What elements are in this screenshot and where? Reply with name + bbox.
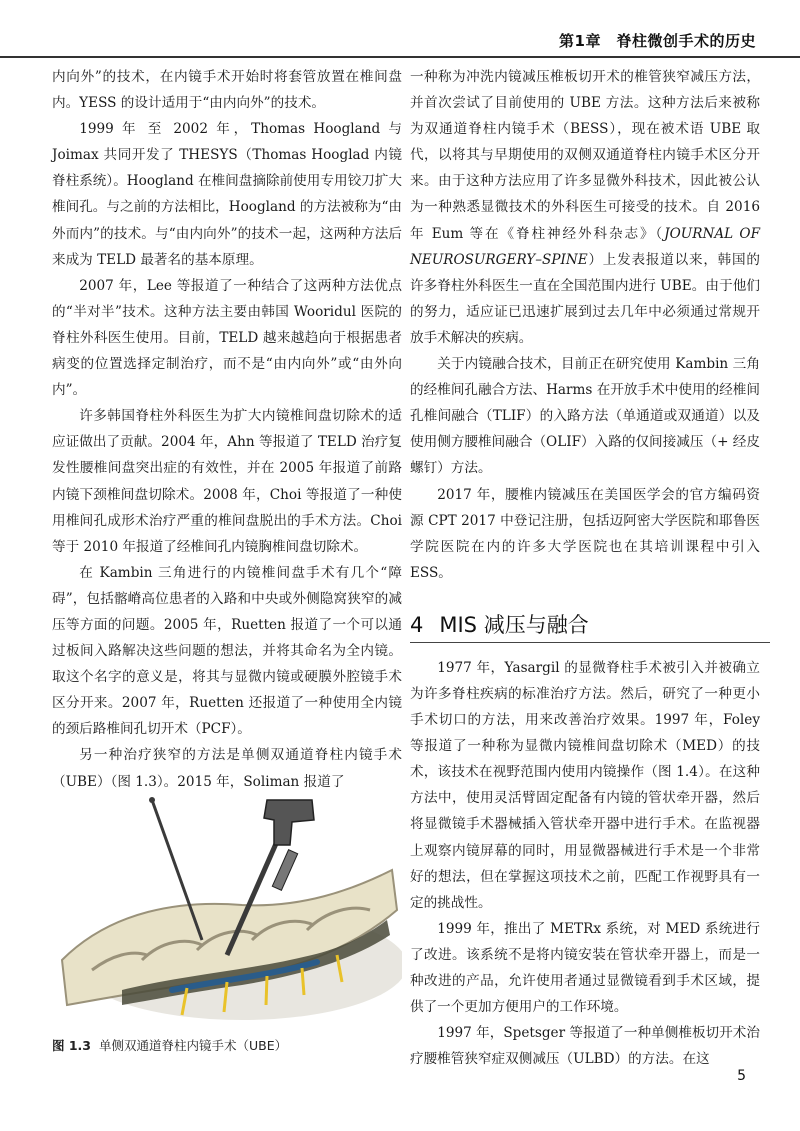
- figure-caption-text: 单侧双通道脊柱内镜手术（UBE）: [99, 1038, 288, 1053]
- paragraph: 许多韩国脊柱外科医生为扩大内镜椎间盘切除术的适应证做出了贡献。2004 年，Ahn 等报道了 TELD 治疗复发性腰椎间盘突出症的有效性，并在 2005 年报道了前路内镜下颈椎间盘切除术。2008 年，Choi 等报道了一种使用椎间孔成形术治疗严重的椎间盘脱出的手术方法。Choi 等于 2010 年报道了经椎间孔内镜胸椎间盘切除术。: [52, 408, 402, 555]
- section-title: MIS 减压与融合: [439, 612, 589, 637]
- left-column: [52, 64, 402, 795]
- paragraph: 1999 年，推出了 METRx 系统，对 MED 系统进行了改进。该系统不是将内镜安装在管状牵开器上，而是一种改进的产品，允许使用者通过显微镜看到手术区域，提供了一个更加方便用户的工作环境。: [410, 920, 760, 1016]
- paragraph: 2007 年，Lee 等报道了一种结合了这两种方法优点的“半对半”技术。这种方法主要由韩国 Wooridul 医院的脊柱外科医生使用。目前，TELD 越来越趋向于根据患者病变的位置选择定制治疗，而不是“由内向外”或“由外向内”。: [52, 277, 402, 399]
- paragraph: 1997 年，Spetsger 等报道了一种单侧椎板切开术治疗腰椎管狭窄症双侧减压（ULBD）的方法。在这: [410, 1025, 760, 1068]
- paragraph: 1977 年，Yasargil 的显微脊柱手术被引入并被确立为许多脊柱疾病的标准治疗方法。然后，研究了一种更小手术切口的方法，用来改善治疗效果。1997 年，Foley 等报道了一种称为显微内镜椎间盘切除术（MED）的技术，该技术在视野范围内使用内镜操作（图 1.4）。在这种方法中，使用灵活臂固定配备有内镜的管状牵开器，然后将显微镜手术器械插入管状牵开器中进行手术。在监视器上观察内镜屏幕的同时，用显微器械进行手术是一个非常好的想法，但在掌握这项技术之前，匹配工作视野具有一定的挑战性。: [410, 659, 760, 911]
- paragraph: 内向外”的技术，在内镜手术开始时将套管放置在椎间盘内。YESS 的设计适用于“由内向外”的技术。: [52, 69, 402, 112]
- paragraph: 在 Kambin 三角进行的内镜椎间盘手术有几个“障碍”，包括髂嵴高位患者的入路和中央或外侧隐窝狭窄的减压等方面的问题。2005 年，Ruetten 报道了一个可以通过板间入路解决这些问题的想法，并将其命名为全内镜。取这个名字的意义是，将其与显微内镜或硬膜外腔镜手术区分开来。2007 年，Ruetten 还报道了一种使用全内镜的颈后路椎间孔切开术（PCF）。: [52, 564, 402, 738]
- figure-ube-illustration: [52, 790, 402, 1030]
- section-number: 4: [410, 612, 424, 637]
- paragraph: 关于内镜融合技术，目前正在研究使用 Kambin 三角的经椎间孔融合方法、Harms 在开放手术中使用的经椎间孔椎间融合（TLIF）的入路方法（单通道或双通道）以及使用侧方腰椎间融合（OLIF）入路的仅间接减压（+ 经皮螺钉）方法。: [410, 356, 760, 477]
- figure-label: 图 1.3: [52, 1038, 91, 1053]
- header-rule: [0, 56, 800, 58]
- page-header: [0, 0, 800, 56]
- paragraph: 2017 年，腰椎内镜减压在美国医学会的官方编码资源 CPT 2017 中登记注册，包括迈阿密大学医院和耶鲁医学院医院在内的许多大学医院也在其培训课程中引入 ESS。: [410, 486, 760, 581]
- paragraph: 1999 年 至 2002 年，Thomas Hoogland 与 Joimax 共同开发了 THESYS（Thomas Hooglad 内镜脊柱系统）。Hoogland 在椎间盘摘除前使用专用铰刀扩大椎间孔。与之前的方法相比，Hoogland 的方法被称为“由外而内”的技术。与“由内向外”的技术一起，这两种方法后来成为 TELD 最著名的基本原理。: [52, 121, 402, 268]
- ube-illustration: [52, 790, 402, 1030]
- paragraph: [410, 64, 760, 351]
- right-column: [410, 64, 760, 1072]
- journal-name: JOURNAL OF NEUROSURGERY–SPINE: [410, 225, 760, 268]
- chapter-title: 第1章 脊柱微创手术的历史: [559, 32, 756, 50]
- figure-caption: [52, 1036, 402, 1054]
- page-number: 5: [737, 1068, 746, 1084]
- paragraph: 另一种治疗狭窄的方法是单侧双通道脊柱内镜手术（UBE）（图 1.3）。2015 年，Soliman 报道了: [52, 747, 402, 790]
- paragraph-text: ）上发表报道以来，韩国的许多脊柱外科医生一直在全国范围内进行 UBE。由于他们的努力，适应证已迅速扩展到过去几年中必须通过常规开放手术解决的疾病。: [410, 251, 760, 346]
- section-heading: [410, 610, 770, 643]
- paragraph-text: 一种称为冲洗内镜减压椎板切开术的椎管狭窄减压方法，并首次尝试了目前使用的 UBE 方法。这种方法后来被称为双通道脊柱内镜手术（BESS），现在被术语 UBE 取代，以将其与早期使用的双侧双通道脊柱内镜手术区分开来。由于这种方法应用了许多显微外科技术，因此被公认为一种熟悉显微技术的外科医生可接受的技术。自 2016 年 Eum 等在《脊柱神经外科杂志》（: [410, 69, 760, 242]
